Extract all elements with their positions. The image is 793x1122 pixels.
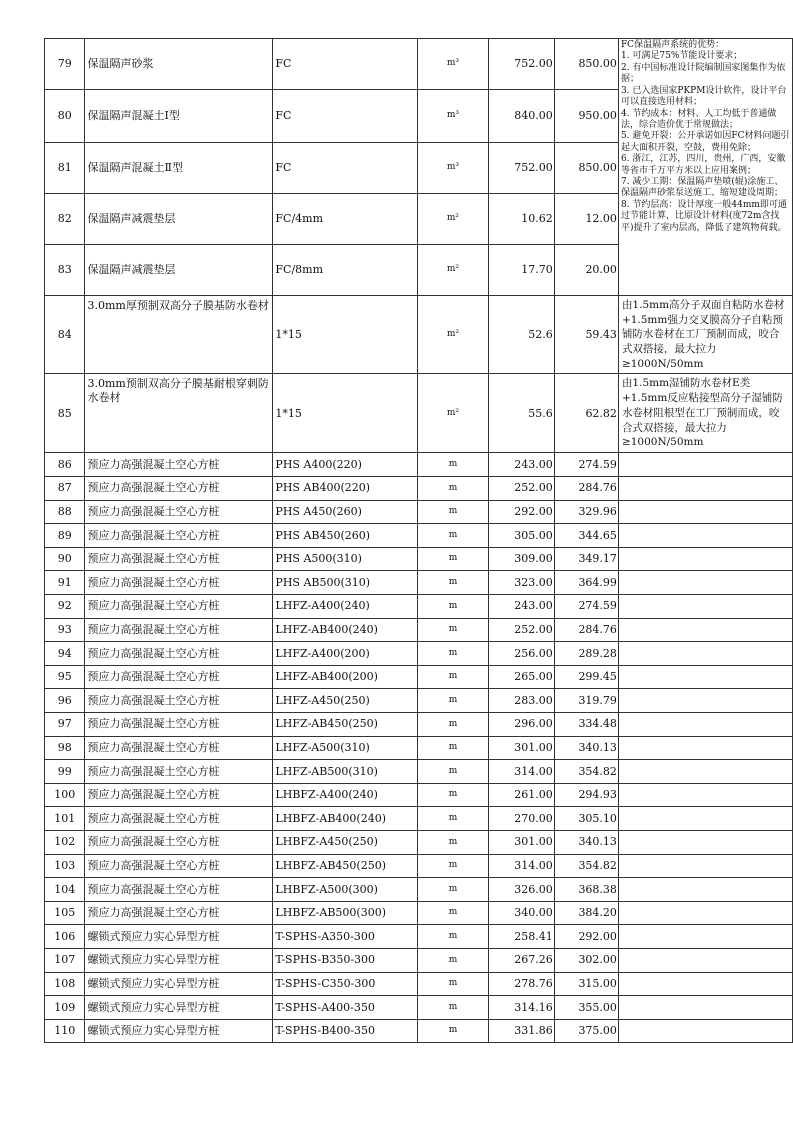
table-row bbox=[45, 854, 793, 878]
price-before-tax: 331.86 bbox=[488, 1019, 554, 1043]
product-name: 保温隔声混凝土Ⅱ型 bbox=[85, 143, 273, 194]
unit: m bbox=[418, 500, 488, 524]
price-with-tax: 292.00 bbox=[554, 925, 618, 949]
product-spec: LHFZ-AB400(200) bbox=[273, 665, 418, 689]
product-name: 预应力高强混凝土空心方桩 bbox=[85, 689, 273, 713]
product-spec: T-SPHS-B350-300 bbox=[273, 948, 418, 972]
table-row bbox=[45, 830, 793, 854]
price-before-tax: 267.26 bbox=[488, 948, 554, 972]
price-with-tax: 62.82 bbox=[554, 374, 618, 453]
row-number: 105 bbox=[45, 901, 85, 925]
remark bbox=[618, 783, 792, 807]
product-spec: FC/8mm bbox=[273, 245, 418, 296]
product-name: 螺锁式预应力实心异型方桩 bbox=[85, 972, 273, 996]
row-number: 107 bbox=[45, 948, 85, 972]
row-number: 93 bbox=[45, 618, 85, 642]
product-spec: LHBFZ-AB500(300) bbox=[273, 901, 418, 925]
price-with-tax: 294.93 bbox=[554, 783, 618, 807]
product-spec: T-SPHS-B400-350 bbox=[273, 1019, 418, 1043]
price-before-tax: 52.6 bbox=[488, 296, 554, 374]
product-name: 预应力高强混凝土空心方桩 bbox=[85, 807, 273, 831]
price-before-tax: 323.00 bbox=[488, 571, 554, 595]
unit: m bbox=[418, 571, 488, 595]
price-with-tax: 368.38 bbox=[554, 878, 618, 902]
row-number: 99 bbox=[45, 760, 85, 784]
product-spec: LHBFZ-A500(300) bbox=[273, 878, 418, 902]
price-before-tax: 10.62 bbox=[488, 194, 554, 245]
table-row bbox=[45, 477, 793, 501]
remark bbox=[618, 595, 792, 619]
row-number: 97 bbox=[45, 712, 85, 736]
product-spec: PHS A500(310) bbox=[273, 547, 418, 571]
product-spec: 1*15 bbox=[273, 374, 418, 453]
product-name: 预应力高强混凝土空心方桩 bbox=[85, 783, 273, 807]
price-before-tax: 301.00 bbox=[488, 736, 554, 760]
product-spec: PHS AB450(260) bbox=[273, 524, 418, 548]
unit: m bbox=[418, 1019, 488, 1043]
table-row bbox=[45, 571, 793, 595]
price-with-tax: 59.43 bbox=[554, 296, 618, 374]
price-before-tax: 292.00 bbox=[488, 500, 554, 524]
row-number: 81 bbox=[45, 143, 85, 194]
price-before-tax: 314.00 bbox=[488, 760, 554, 784]
product-name: 预应力高强混凝土空心方桩 bbox=[85, 878, 273, 902]
product-name: 预应力高强混凝土空心方桩 bbox=[85, 665, 273, 689]
product-spec: LHFZ-A400(240) bbox=[273, 595, 418, 619]
unit: m bbox=[418, 595, 488, 619]
product-name: 3.0mm厚预制双高分子膜基防水卷材 bbox=[85, 296, 273, 374]
product-name: 预应力高强混凝土空心方桩 bbox=[85, 760, 273, 784]
product-name: 预应力高强混凝土空心方桩 bbox=[85, 453, 273, 477]
unit: m bbox=[418, 783, 488, 807]
product-name: 预应力高强混凝土空心方桩 bbox=[85, 477, 273, 501]
price-before-tax: 55.6 bbox=[488, 374, 554, 453]
product-name: 预应力高强混凝土空心方桩 bbox=[85, 547, 273, 571]
row-number: 86 bbox=[45, 453, 85, 477]
product-spec: LHFZ-A500(310) bbox=[273, 736, 418, 760]
remark bbox=[618, 665, 792, 689]
unit: m bbox=[418, 996, 488, 1020]
row-number: 94 bbox=[45, 642, 85, 666]
unit: m bbox=[418, 665, 488, 689]
price-with-tax: 289.28 bbox=[554, 642, 618, 666]
product-name: 预应力高强混凝土空心方桩 bbox=[85, 524, 273, 548]
remark bbox=[618, 500, 792, 524]
table-row bbox=[45, 665, 793, 689]
price-before-tax: 252.00 bbox=[488, 618, 554, 642]
price-with-tax: 354.82 bbox=[554, 760, 618, 784]
price-before-tax: 270.00 bbox=[488, 807, 554, 831]
product-spec: LHBFZ-A450(250) bbox=[273, 830, 418, 854]
table-row bbox=[45, 618, 793, 642]
product-spec: FC/4mm bbox=[273, 194, 418, 245]
price-with-tax: 299.45 bbox=[554, 665, 618, 689]
price-with-tax: 375.00 bbox=[554, 1019, 618, 1043]
remark bbox=[618, 901, 792, 925]
row-number: 80 bbox=[45, 90, 85, 143]
product-spec: FC bbox=[273, 90, 418, 143]
price-with-tax: 274.59 bbox=[554, 595, 618, 619]
product-name: 预应力高强混凝土空心方桩 bbox=[85, 571, 273, 595]
table-row bbox=[45, 783, 793, 807]
unit: m bbox=[418, 736, 488, 760]
unit: m bbox=[418, 453, 488, 477]
price-with-tax: 319.79 bbox=[554, 689, 618, 713]
row-number: 88 bbox=[45, 500, 85, 524]
row-number: 106 bbox=[45, 925, 85, 949]
unit: m bbox=[418, 642, 488, 666]
price-with-tax: 315.00 bbox=[554, 972, 618, 996]
remark bbox=[618, 760, 792, 784]
price-before-tax: 752.00 bbox=[488, 143, 554, 194]
table-row bbox=[45, 901, 793, 925]
row-number: 103 bbox=[45, 854, 85, 878]
unit: m bbox=[418, 477, 488, 501]
price-before-tax: 256.00 bbox=[488, 642, 554, 666]
product-name: 预应力高强混凝土空心方桩 bbox=[85, 901, 273, 925]
row-number: 101 bbox=[45, 807, 85, 831]
price-before-tax: 326.00 bbox=[488, 878, 554, 902]
table-row bbox=[45, 453, 793, 477]
unit: m bbox=[418, 901, 488, 925]
remark: 由1.5mm高分子双面自粘防水卷材+1.5mm强力交叉膜高分子自粘预铺防水卷材在工厂预制而成，咬合式双搭接，最大拉力≥1000N/50mm bbox=[618, 296, 792, 374]
remark bbox=[618, 642, 792, 666]
price-before-tax: 258.41 bbox=[488, 925, 554, 949]
product-name: 预应力高强混凝土空心方桩 bbox=[85, 595, 273, 619]
product-name: 预应力高强混凝土空心方桩 bbox=[85, 712, 273, 736]
unit: m bbox=[418, 689, 488, 713]
price-with-tax: 340.13 bbox=[554, 830, 618, 854]
row-number: 84 bbox=[45, 296, 85, 374]
product-spec: T-SPHS-A400-350 bbox=[273, 996, 418, 1020]
remark bbox=[618, 736, 792, 760]
product-spec: T-SPHS-A350-300 bbox=[273, 925, 418, 949]
price-before-tax: 314.00 bbox=[488, 854, 554, 878]
price-before-tax: 261.00 bbox=[488, 783, 554, 807]
product-spec: LHFZ-A450(250) bbox=[273, 689, 418, 713]
remark bbox=[618, 948, 792, 972]
product-name: 保温隔声减震垫层 bbox=[85, 194, 273, 245]
row-number: 102 bbox=[45, 830, 85, 854]
price-with-tax: 340.13 bbox=[554, 736, 618, 760]
product-name: 预应力高强混凝土空心方桩 bbox=[85, 854, 273, 878]
product-spec: T-SPHS-C350-300 bbox=[273, 972, 418, 996]
product-spec: 1*15 bbox=[273, 296, 418, 374]
unit: m bbox=[418, 925, 488, 949]
remark bbox=[618, 1019, 792, 1043]
unit: m bbox=[418, 807, 488, 831]
product-name: 螺锁式预应力实心异型方桩 bbox=[85, 1019, 273, 1043]
unit: m bbox=[418, 972, 488, 996]
remark bbox=[618, 618, 792, 642]
row-number: 92 bbox=[45, 595, 85, 619]
product-name: 预应力高强混凝土空心方桩 bbox=[85, 642, 273, 666]
unit: m² bbox=[418, 194, 488, 245]
unit: m³ bbox=[418, 39, 488, 90]
product-spec: LHFZ-AB500(310) bbox=[273, 760, 418, 784]
price-before-tax: 252.00 bbox=[488, 477, 554, 501]
table-row bbox=[45, 689, 793, 713]
remark bbox=[618, 477, 792, 501]
table-row bbox=[45, 642, 793, 666]
price-with-tax: 354.82 bbox=[554, 854, 618, 878]
table-row bbox=[45, 736, 793, 760]
table-row bbox=[45, 972, 793, 996]
table-row bbox=[45, 996, 793, 1020]
price-before-tax: 314.16 bbox=[488, 996, 554, 1020]
unit: m³ bbox=[418, 90, 488, 143]
price-with-tax: 329.96 bbox=[554, 500, 618, 524]
product-spec: FC bbox=[273, 39, 418, 90]
table-row bbox=[45, 524, 793, 548]
product-name: 保温隔声砂浆 bbox=[85, 39, 273, 90]
table-row bbox=[45, 712, 793, 736]
row-number: 110 bbox=[45, 1019, 85, 1043]
remark bbox=[618, 453, 792, 477]
remark bbox=[618, 524, 792, 548]
row-number: 79 bbox=[45, 39, 85, 90]
price-with-tax: 950.00 bbox=[554, 90, 618, 143]
product-name: 预应力高强混凝土空心方桩 bbox=[85, 618, 273, 642]
remark bbox=[618, 925, 792, 949]
price-with-tax: 344.65 bbox=[554, 524, 618, 548]
unit: m bbox=[418, 760, 488, 784]
table-row bbox=[45, 878, 793, 902]
price-with-tax: 12.00 bbox=[554, 194, 618, 245]
price-with-tax: 364.99 bbox=[554, 571, 618, 595]
unit: m bbox=[418, 948, 488, 972]
price-before-tax: 265.00 bbox=[488, 665, 554, 689]
price-before-tax: 243.00 bbox=[488, 453, 554, 477]
price-with-tax: 284.76 bbox=[554, 477, 618, 501]
remark bbox=[618, 830, 792, 854]
remark bbox=[618, 972, 792, 996]
price-with-tax: 20.00 bbox=[554, 245, 618, 296]
price-before-tax: 752.00 bbox=[488, 39, 554, 90]
unit: m bbox=[418, 524, 488, 548]
product-name: 螺锁式预应力实心异型方桩 bbox=[85, 925, 273, 949]
table-row bbox=[45, 1019, 793, 1043]
remark bbox=[618, 878, 792, 902]
price-before-tax: 243.00 bbox=[488, 595, 554, 619]
row-number: 83 bbox=[45, 245, 85, 296]
unit: m² bbox=[418, 245, 488, 296]
unit: m bbox=[418, 547, 488, 571]
table-row bbox=[45, 374, 793, 453]
remark bbox=[618, 547, 792, 571]
product-name: 保温隔声减震垫层 bbox=[85, 245, 273, 296]
row-number: 96 bbox=[45, 689, 85, 713]
price-with-tax: 349.17 bbox=[554, 547, 618, 571]
table-row bbox=[45, 807, 793, 831]
unit: m² bbox=[418, 296, 488, 374]
product-spec: LHFZ-A400(200) bbox=[273, 642, 418, 666]
unit: m bbox=[418, 830, 488, 854]
row-number: 82 bbox=[45, 194, 85, 245]
price-with-tax: 284.76 bbox=[554, 618, 618, 642]
row-number: 98 bbox=[45, 736, 85, 760]
price-before-tax: 340.00 bbox=[488, 901, 554, 925]
price-with-tax: 334.48 bbox=[554, 712, 618, 736]
row-number: 87 bbox=[45, 477, 85, 501]
price-with-tax: 384.20 bbox=[554, 901, 618, 925]
product-name: 3.0mm预制双高分子膜基耐根穿刺防水卷材 bbox=[85, 374, 273, 453]
table-row bbox=[45, 925, 793, 949]
row-number: 91 bbox=[45, 571, 85, 595]
product-name: 预应力高强混凝土空心方桩 bbox=[85, 830, 273, 854]
product-name: 螺锁式预应力实心异型方桩 bbox=[85, 996, 273, 1020]
product-name: 预应力高强混凝土空心方桩 bbox=[85, 500, 273, 524]
row-number: 109 bbox=[45, 996, 85, 1020]
remark bbox=[618, 571, 792, 595]
unit: m² bbox=[418, 374, 488, 453]
product-spec: LHBFZ-AB450(250) bbox=[273, 854, 418, 878]
table-row bbox=[45, 760, 793, 784]
unit: m bbox=[418, 712, 488, 736]
row-number: 89 bbox=[45, 524, 85, 548]
remark bbox=[618, 712, 792, 736]
row-number: 108 bbox=[45, 972, 85, 996]
unit: m bbox=[418, 618, 488, 642]
product-spec: LHFZ-AB450(250) bbox=[273, 712, 418, 736]
remark bbox=[618, 807, 792, 831]
product-spec: PHS AB500(310) bbox=[273, 571, 418, 595]
table-row bbox=[45, 595, 793, 619]
price-before-tax: 301.00 bbox=[488, 830, 554, 854]
table-row bbox=[45, 39, 793, 90]
price-with-tax: 850.00 bbox=[554, 143, 618, 194]
price-with-tax: 355.00 bbox=[554, 996, 618, 1020]
product-spec: PHS AB400(220) bbox=[273, 477, 418, 501]
price-with-tax: 274.59 bbox=[554, 453, 618, 477]
product-spec: PHS A400(220) bbox=[273, 453, 418, 477]
remark bbox=[618, 854, 792, 878]
product-spec: LHBFZ-AB400(240) bbox=[273, 807, 418, 831]
price-before-tax: 309.00 bbox=[488, 547, 554, 571]
price-before-tax: 840.00 bbox=[488, 90, 554, 143]
row-number: 85 bbox=[45, 374, 85, 453]
row-number: 95 bbox=[45, 665, 85, 689]
product-spec: FC bbox=[273, 143, 418, 194]
price-with-tax: 850.00 bbox=[554, 39, 618, 90]
table-row bbox=[45, 547, 793, 571]
remark bbox=[618, 689, 792, 713]
row-number: 90 bbox=[45, 547, 85, 571]
product-spec: LHBFZ-A400(240) bbox=[273, 783, 418, 807]
remark bbox=[618, 996, 792, 1020]
price-before-tax: 278.76 bbox=[488, 972, 554, 996]
table-row bbox=[45, 948, 793, 972]
table-row bbox=[45, 500, 793, 524]
row-number: 100 bbox=[45, 783, 85, 807]
remark: FC保温隔声系统的优势： 1. 可满足75%节能设计要求； 2. 有中国标准设计院编制国家图集作为依据； 3. 已入选国家PKPM设计软件，设计平台可以直接选用材料； 4. 节约成本：材料、人工均低于普通做法，综合造价优于常规做法； 5. 避免开裂：公开承诺如因FC材料问题引起大面积开裂，空鼓，费用免除； 6. 浙江，江苏，四川，贵州，广西，安徽等省市千万平方米以上应用案例； 7. 减少工期：保温隔声垫喷(辊)涂施工、保温隔声砂浆泵送施工、缩短建设周期； 8. 节约层高：设计厚度一般44mm即可通过节能计算，比原设计材料(度72m含找平)提升了室内层高，降低了建筑物荷载。 bbox=[618, 39, 792, 296]
price-with-tax: 305.10 bbox=[554, 807, 618, 831]
price-before-tax: 17.70 bbox=[488, 245, 554, 296]
product-spec: LHFZ-AB400(240) bbox=[273, 618, 418, 642]
product-name: 螺锁式预应力实心异型方桩 bbox=[85, 948, 273, 972]
unit: m bbox=[418, 854, 488, 878]
product-spec: PHS A450(260) bbox=[273, 500, 418, 524]
product-name: 预应力高强混凝土空心方桩 bbox=[85, 736, 273, 760]
unit: m³ bbox=[418, 143, 488, 194]
price-before-tax: 305.00 bbox=[488, 524, 554, 548]
row-number: 104 bbox=[45, 878, 85, 902]
price-before-tax: 296.00 bbox=[488, 712, 554, 736]
unit: m bbox=[418, 878, 488, 902]
price-with-tax: 302.00 bbox=[554, 948, 618, 972]
price-before-tax: 283.00 bbox=[488, 689, 554, 713]
remark: 由1.5mm湿铺防水卷材E类+1.5mm反应粘接型高分子湿铺防水卷材阻根型在工厂预制而成，咬合式双搭接，最大拉力≥1000N/50mm bbox=[618, 374, 792, 453]
product-name: 保温隔声混凝土Ⅰ型 bbox=[85, 90, 273, 143]
price-table bbox=[44, 38, 793, 1043]
table-row bbox=[45, 296, 793, 374]
